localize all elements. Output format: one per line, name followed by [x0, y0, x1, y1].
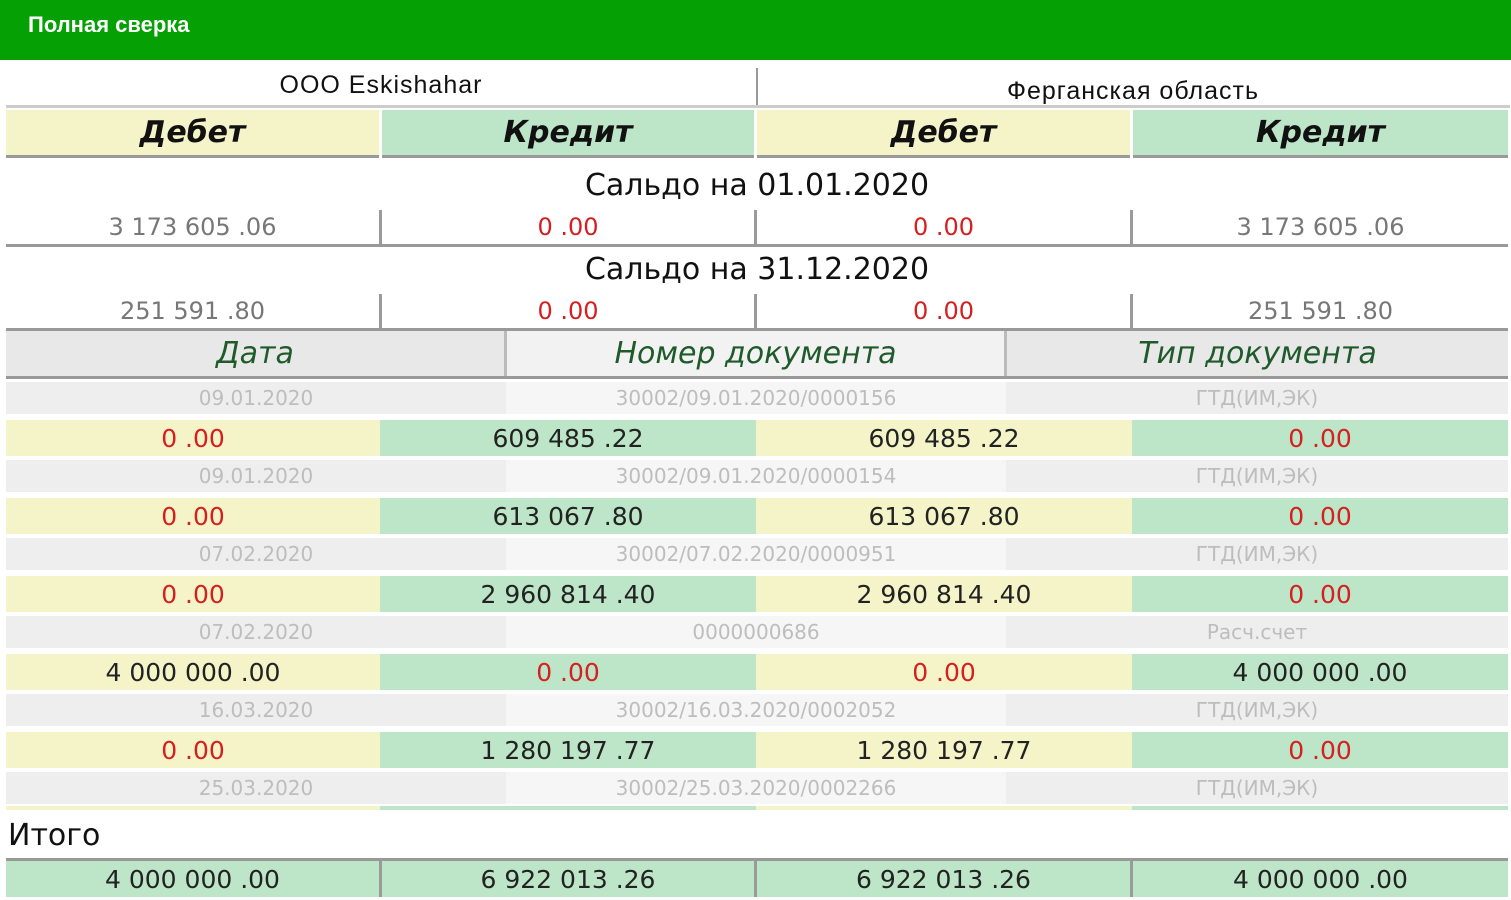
header-debit-2: Дебет — [757, 110, 1130, 158]
amount-debit: 0 .00 — [6, 498, 380, 534]
doc-number: 30002/16.03.2020/0002052 — [506, 694, 1006, 726]
amount-debit: 0 .00 — [756, 654, 1132, 690]
closing-balance-title: Сальдо на 31.12.2020 — [584, 252, 930, 287]
opening-balance-value: 3 173 605 .06 — [1236, 213, 1405, 241]
doc-number: 30002/09.01.2020/0000154 — [506, 460, 1006, 492]
doc-date: 07.02.2020 — [198, 620, 314, 644]
doc-number: 30002/07.02.2020/0000951 — [506, 538, 1006, 570]
closing-balance-value: 251 591 .80 — [1247, 297, 1394, 325]
closing-balance-value: 0 .00 — [537, 297, 599, 325]
total-row — [6, 858, 1508, 899]
header-debit-1: Дебет — [6, 110, 379, 158]
doc-type: Расч.счет — [1206, 620, 1308, 644]
amount-credit: 609 485 .22 — [380, 420, 756, 456]
transaction-amount-row[interactable] — [6, 420, 1508, 456]
party-right: Ферганская область — [1006, 76, 1260, 105]
column-date: Дата — [216, 336, 294, 371]
amount-debit: 613 067 .80 — [756, 498, 1132, 534]
total-value: 6 922 013 .26 — [757, 861, 1130, 897]
doc-number: 30002/09.01.2020/0000156 — [506, 382, 1006, 414]
app-title: Полная сверка — [28, 12, 190, 37]
doc-type: ГТД(ИМ,ЭК) — [1195, 386, 1319, 410]
amount-debit: 609 485 .22 — [756, 420, 1132, 456]
transaction-amount-row[interactable] — [6, 576, 1508, 612]
amount-credit: 0 .00 — [1132, 732, 1508, 768]
doc-date: 16.03.2020 — [198, 698, 314, 722]
parties-divider — [756, 68, 758, 108]
amount-credit: 0 .00 — [1132, 420, 1508, 456]
amount-debit: 0 .00 — [6, 576, 380, 612]
debit-credit-header — [6, 110, 1508, 158]
opening-balance-row — [6, 210, 1508, 247]
transaction-amount-row[interactable] — [6, 732, 1508, 768]
total-label: Итого — [8, 818, 101, 853]
total-value: 4 000 000 .00 — [1133, 861, 1508, 897]
column-document-type: Тип документа — [1138, 336, 1377, 371]
header-credit-2: Кредит — [1133, 110, 1508, 158]
transaction-doc-row[interactable] — [6, 460, 1508, 492]
amount-credit: 1 280 197 .77 — [380, 732, 756, 768]
app-bar — [0, 0, 1511, 60]
document-columns-header — [6, 331, 1508, 379]
total-value: 6 922 013 .26 — [382, 861, 754, 897]
closing-balance-value: 0 .00 — [912, 297, 975, 325]
amount-credit: 0 .00 — [1132, 498, 1508, 534]
transaction-amount-row[interactable] — [6, 654, 1508, 690]
doc-type: ГТД(ИМ,ЭК) — [1195, 542, 1319, 566]
doc-number: 0000000686 — [506, 616, 1006, 648]
amount-credit: 0 .00 — [380, 654, 756, 690]
doc-date: 25.03.2020 — [198, 776, 314, 800]
transaction-doc-row[interactable] — [6, 694, 1508, 726]
doc-date: 09.01.2020 — [198, 386, 314, 410]
opening-balance-value: 3 173 605 .06 — [108, 213, 277, 241]
closing-balance-row — [6, 294, 1508, 331]
amount-debit: 2 960 814 .40 — [756, 576, 1132, 612]
transaction-amount-row-partial — [6, 806, 1508, 812]
doc-type: ГТД(ИМ,ЭК) — [1195, 698, 1319, 722]
closing-balance-value: 251 591 .80 — [119, 297, 266, 325]
parties-underline — [6, 105, 1510, 108]
transaction-doc-row[interactable] — [6, 382, 1508, 414]
opening-balance-title: Сальдо на 01.01.2020 — [584, 168, 930, 203]
doc-type: ГТД(ИМ,ЭК) — [1195, 776, 1319, 800]
transaction-doc-row[interactable] — [6, 616, 1508, 648]
amount-debit: 1 280 197 .77 — [756, 732, 1132, 768]
doc-number: 30002/25.03.2020/0002266 — [506, 772, 1006, 804]
transaction-amount-row[interactable] — [6, 498, 1508, 534]
header-credit-1: Кредит — [382, 110, 754, 158]
amount-debit: 4 000 000 .00 — [6, 654, 380, 690]
transaction-doc-row[interactable] — [6, 538, 1508, 570]
amount-debit: 0 .00 — [6, 420, 380, 456]
transaction-doc-row[interactable] — [6, 772, 1508, 804]
amount-debit: 0 .00 — [6, 732, 380, 768]
doc-date: 07.02.2020 — [198, 542, 314, 566]
total-value: 4 000 000 .00 — [6, 861, 379, 897]
amount-credit: 613 067 .80 — [380, 498, 756, 534]
opening-balance-value: 0 .00 — [537, 213, 599, 241]
doc-date: 09.01.2020 — [198, 464, 314, 488]
party-left: ООО Eskishahar — [279, 70, 483, 99]
column-document-number: Номер документа — [507, 331, 1004, 376]
amount-credit: 2 960 814 .40 — [380, 576, 756, 612]
amount-credit: 4 000 000 .00 — [1132, 654, 1508, 690]
doc-type: ГТД(ИМ,ЭК) — [1195, 464, 1319, 488]
opening-balance-value: 0 .00 — [912, 213, 975, 241]
amount-credit: 0 .00 — [1132, 576, 1508, 612]
